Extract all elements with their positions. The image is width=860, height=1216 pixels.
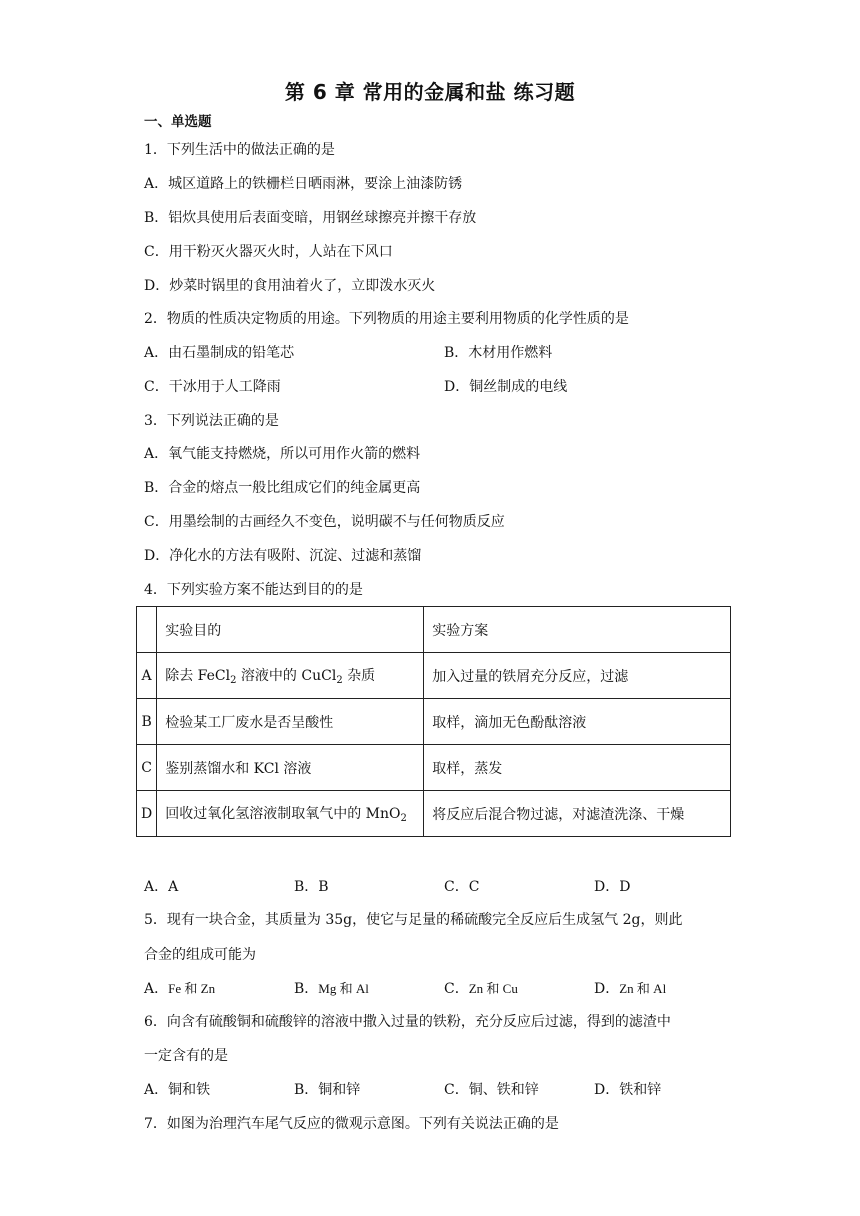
- cell-text: 除去 FeCl: [165, 668, 231, 684]
- question-4-option-b: B．B: [294, 879, 329, 895]
- subscript: 2: [336, 675, 343, 686]
- question-4-stem: 4．下列实验方案不能达到目的的是: [144, 582, 363, 598]
- table-cell: B: [137, 699, 157, 745]
- table-cell: D: [137, 791, 157, 837]
- question-4-option-c: C．C: [444, 879, 480, 895]
- option-text: Zn 和 Cu: [468, 981, 518, 996]
- question-6-option-c: C．铜、铁和锌: [444, 1082, 539, 1098]
- table-row: [137, 791, 731, 837]
- table-cell: [157, 653, 424, 699]
- question-4-option-a: A．A: [144, 879, 179, 895]
- option-label: A．: [144, 981, 169, 997]
- question-2-stem: 2．物质的性质决定物质的用途。下列物质的用途主要利用物质的化学性质的是: [144, 311, 629, 327]
- table-cell: 检验某工厂废水是否呈酸性: [157, 699, 424, 745]
- question-1-option-d: D．炒菜时锅里的食用油着火了，立即泼水灭火: [144, 278, 436, 294]
- table-row: [137, 745, 731, 791]
- cell-text: 杂质: [342, 668, 376, 684]
- question-3-option-a: A．氧气能支持燃烧，所以可用作火箭的燃料: [144, 446, 421, 462]
- cell-text: 回收过氧化氢溶液制取氧气中的 MnO: [165, 806, 401, 822]
- table-header-cell: 实验方案: [424, 607, 731, 653]
- table-cell: A: [137, 653, 157, 699]
- question-6-option-b: B．铜和锌: [294, 1082, 361, 1098]
- question-7-stem: 7．如图为治理汽车尾气反应的微观示意图。下列有关说法正确的是: [144, 1116, 559, 1132]
- question-5-stem-line-2: 合金的组成可能为: [144, 947, 256, 963]
- question-5-stem-line-1: 5．现有一块合金，其质量为 35g，使它与足量的稀硫酸完全反应后生成氢气 2g，则此: [144, 912, 683, 928]
- question-2-option-b: B．木材用作燃料: [444, 345, 553, 361]
- subscript: 2: [400, 813, 407, 824]
- subscript: 2: [230, 675, 237, 686]
- table-cell: 取样，蒸发: [424, 745, 731, 791]
- table-cell: 将反应后混合物过滤，对滤渣洗涤、干燥: [424, 791, 731, 837]
- option-label: B．: [294, 981, 319, 997]
- question-3-option-c: C．用墨绘制的古画经久不变色，说明碳不与任何物质反应: [144, 514, 505, 530]
- experiment-table: [136, 606, 731, 837]
- question-6-stem-line-2: 一定含有的是: [144, 1048, 228, 1064]
- question-5-option-a: [144, 979, 215, 999]
- question-1-stem: 1．下列生活中的做法正确的是: [144, 142, 335, 158]
- table-row: [137, 699, 731, 745]
- question-3-option-d: D．净化水的方法有吸附、沉淀、过滤和蒸馏: [144, 548, 422, 564]
- table-cell: 鉴别蒸馏水和 KCl 溶液: [157, 745, 424, 791]
- table-cell: [157, 791, 424, 837]
- question-5-option-b: [294, 979, 369, 999]
- table-header-cell: [137, 607, 157, 653]
- question-1-option-b: B．铝炊具使用后表面变暗，用钢丝球擦亮并擦干存放: [144, 210, 477, 226]
- option-text: Mg 和 Al: [318, 981, 369, 996]
- question-2-option-c: C．干冰用于人工降雨: [144, 379, 281, 395]
- section-heading: 一、单选题: [144, 114, 212, 130]
- table-header-cell: 实验目的: [157, 607, 424, 653]
- table-cell: 加入过量的铁屑充分反应，过滤: [424, 653, 731, 699]
- question-1-option-c: C．用干粉灭火器灭火时，人站在下风口: [144, 244, 393, 260]
- question-5-option-c: [444, 979, 518, 999]
- question-6-option-d: D．铁和锌: [594, 1082, 662, 1098]
- question-5-option-d: [594, 979, 666, 999]
- option-text: Zn 和 Al: [619, 981, 667, 996]
- option-label: D．: [594, 981, 620, 997]
- table-cell: 取样，滴加无色酚酞溶液: [424, 699, 731, 745]
- table-row: [137, 653, 731, 699]
- question-3-stem: 3．下列说法正确的是: [144, 413, 279, 429]
- question-4-option-d: D．D: [594, 879, 631, 895]
- page-title: 第 6 章 常用的金属和盐 练习题: [284, 80, 576, 104]
- question-2-option-a: A．由石墨制成的铅笔芯: [144, 345, 295, 361]
- table-cell: C: [137, 745, 157, 791]
- question-1-option-a: A．城区道路上的铁栅栏日晒雨淋，要涂上油漆防锈: [144, 176, 463, 192]
- option-text: Fe 和 Zn: [168, 981, 216, 996]
- question-3-option-b: B．合金的熔点一般比组成它们的纯金属更高: [144, 480, 421, 496]
- cell-text: 溶液中的 CuCl: [236, 668, 337, 684]
- question-6-option-a: A．铜和铁: [144, 1082, 211, 1098]
- question-6-stem-line-1: 6．向含有硫酸铜和硫酸锌的溶液中撒入过量的铁粉，充分反应后过滤，得到的滤渣中: [144, 1014, 671, 1030]
- table-header-row: [137, 607, 731, 653]
- question-2-option-d: D．铜丝制成的电线: [444, 379, 568, 395]
- option-label: C．: [444, 981, 469, 997]
